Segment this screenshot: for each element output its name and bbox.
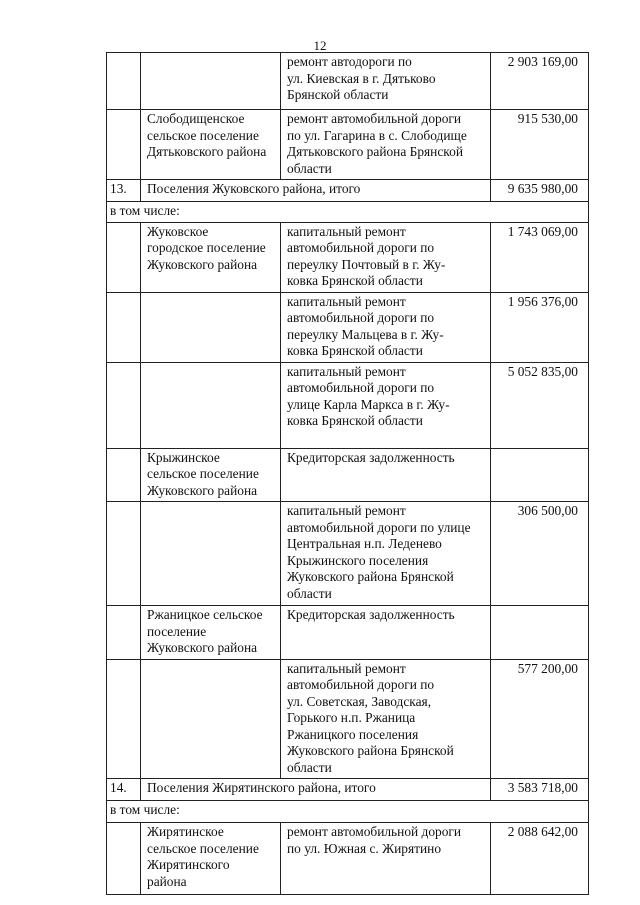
amount-cell: 9 635 980,00 (491, 180, 589, 202)
settlement-cell: Жуковское городское поселение Жуковского района (141, 222, 281, 292)
amount-cell: 1 956 376,00 (491, 292, 589, 362)
table-row (107, 823, 589, 895)
amount-cell: 3 583 718,00 (491, 779, 589, 801)
settlement-cell: Ржаницкое сельское поселение Жуковского района (141, 606, 281, 660)
table-row (107, 292, 589, 362)
amount-cell: 577 200,00 (491, 659, 589, 779)
settlement-cell (141, 362, 281, 448)
row-number-cell (107, 502, 141, 606)
table-subheader-row (107, 202, 589, 223)
settlement-cell: Крыжинское сельское поселение Жуковского района (141, 448, 281, 502)
table-total-row (107, 180, 589, 202)
settlement-cell (141, 292, 281, 362)
table-row (107, 362, 589, 448)
row-number-cell: 14. (107, 779, 141, 801)
row-number-cell (107, 362, 141, 448)
row-number-cell (107, 823, 141, 895)
amount-cell: 915 530,00 (491, 110, 589, 180)
work-description-cell: ремонт автомобильной дороги по ул. Южная с. Жирятино (281, 823, 491, 895)
amount-cell (491, 448, 589, 502)
work-description-cell: капитальный ремонт автомобильной дороги по ул. Советская, Заводская, Горького н.п. Ржаница Ржаницкого поселения Жуковского района Брянской области (281, 659, 491, 779)
amount-cell: 2 903 169,00 (491, 53, 589, 110)
work-description-cell: Кредиторская задолженность (281, 448, 491, 502)
table-row (107, 448, 589, 502)
row-number-cell (107, 292, 141, 362)
row-number-cell (107, 659, 141, 779)
row-number-cell (107, 110, 141, 180)
work-description-cell: капитальный ремонт автомобильной дороги по улице Карла Маркса в г. Жу- ковка Брянской области (281, 362, 491, 448)
settlement-cell: Жирятинское сельское поселение Жирятинского района (141, 823, 281, 895)
subheader-cell: в том числе: (107, 202, 589, 223)
settlement-cell (141, 502, 281, 606)
row-number-cell (107, 606, 141, 660)
table-row (107, 53, 589, 110)
table-row (107, 502, 589, 606)
settlement-cell (141, 659, 281, 779)
work-description-cell: Кредиторская задолженность (281, 606, 491, 660)
work-description-cell: ремонт автодороги по ул. Киевская в г. Дятьково Брянской области (281, 53, 491, 110)
table-row (107, 606, 589, 660)
row-number-cell: 13. (107, 180, 141, 202)
amount-cell (491, 606, 589, 660)
table-row (107, 110, 589, 180)
amount-cell: 2 088 642,00 (491, 823, 589, 895)
row-number-cell (107, 448, 141, 502)
table-row (107, 222, 589, 292)
subheader-cell: в том числе: (107, 801, 589, 823)
page-number: 12 (313, 38, 327, 53)
region-total-cell: Поселения Жирятинского района, итого (141, 779, 491, 801)
budget-table (106, 52, 589, 895)
table-total-row (107, 779, 589, 801)
row-number-cell (107, 222, 141, 292)
amount-cell: 306 500,00 (491, 502, 589, 606)
work-description-cell: капитальный ремонт автомобильной дороги по переулку Почтовый в г. Жу- ковка Брянской области (281, 222, 491, 292)
region-total-cell: Поселения Жуковского района, итого (141, 180, 491, 202)
work-description-cell: ремонт автомобильной дороги по ул. Гагарина в с. Слободище Дятьковского района Брянской области (281, 110, 491, 180)
amount-cell: 1 743 069,00 (491, 222, 589, 292)
work-description-cell: капитальный ремонт автомобильной дороги по улице Центральная н.п. Леденево Крыжинского поселения Жуковского района Брянской области (281, 502, 491, 606)
table-row (107, 659, 589, 779)
row-number-cell (107, 53, 141, 110)
settlement-cell (141, 53, 281, 110)
amount-cell: 5 052 835,00 (491, 362, 589, 448)
table-subheader-row (107, 801, 589, 823)
work-description-cell: капитальный ремонт автомобильной дороги по переулку Мальцева в г. Жу- ковка Брянской области (281, 292, 491, 362)
settlement-cell: Слободищенское сельское поселение Дятьковского района (141, 110, 281, 180)
